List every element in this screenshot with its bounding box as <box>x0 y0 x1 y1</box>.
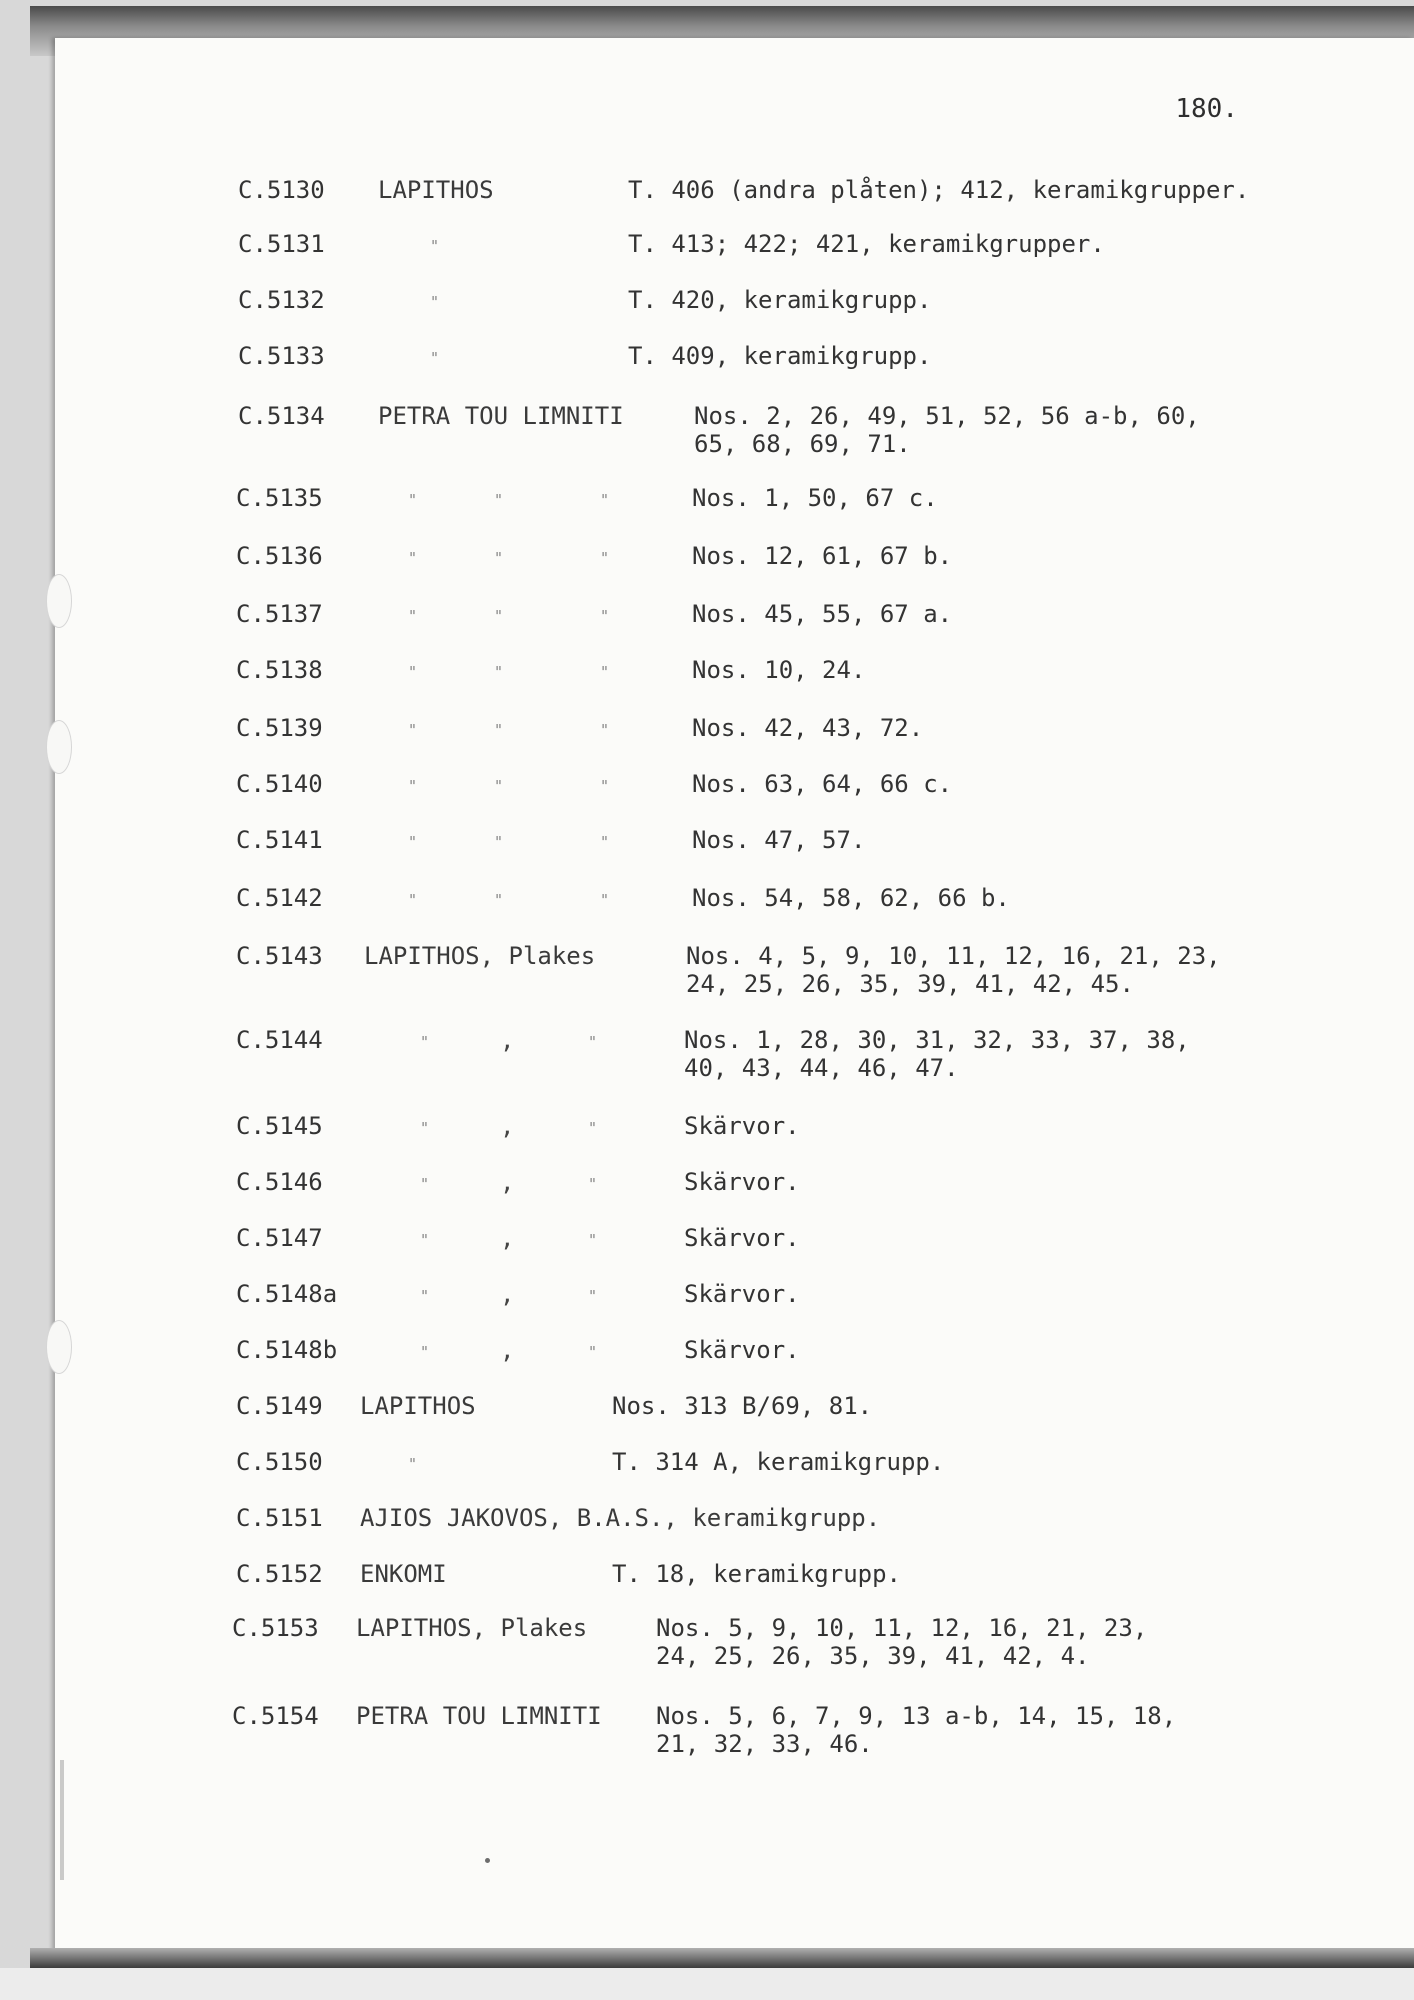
entry-description: T. 420, keramikgrupp. <box>628 286 932 314</box>
entry-description: Nos. 1, 28, 30, 31, 32, 33, 37, 38, 40, 43, 44, 46, 47. <box>684 1026 1190 1082</box>
ditto-mark: " <box>494 607 504 625</box>
entry-description: T. 409, keramikgrupp. <box>628 342 932 370</box>
catalog-number: C.5142 <box>236 884 323 912</box>
catalog-number: C.5144 <box>236 1026 323 1054</box>
entry-description: Nos. 54, 58, 62, 66 b. <box>692 884 1010 912</box>
catalog-number: C.5135 <box>236 484 323 512</box>
catalog-number: C.5148a <box>236 1280 338 1308</box>
entry-description: Skärvor. <box>684 1224 800 1252</box>
entry-description: Nos. 5, 6, 7, 9, 13 a-b, 14, 15, 18, 21, 32, 33, 46. <box>656 1702 1177 1758</box>
ditto-mark: " <box>600 721 610 739</box>
ink-dot <box>485 1858 490 1863</box>
site-name: LAPITHOS <box>378 176 494 204</box>
ditto-mark: " <box>588 1231 598 1249</box>
catalog-number: C.5147 <box>236 1224 323 1252</box>
ditto-mark: " <box>408 721 418 739</box>
entry-description: T. 314 A, keramikgrupp. <box>612 1448 945 1476</box>
catalog-number: C.5134 <box>238 402 325 430</box>
ditto-mark: " <box>408 1455 418 1473</box>
catalog-number: C.5141 <box>236 826 323 854</box>
entry-description: Nos. 45, 55, 67 a. <box>692 600 953 628</box>
catalog-number: C.5130 <box>238 176 325 204</box>
catalog-number: C.5148b <box>236 1336 338 1364</box>
catalog-number: C.5136 <box>236 542 323 570</box>
ditto-mark: " <box>494 777 504 795</box>
catalog-number: C.5149 <box>236 1392 323 1420</box>
entry-description: Skärvor. <box>684 1112 800 1140</box>
ditto-mark: " <box>494 721 504 739</box>
catalog-number: C.5143 <box>236 942 323 970</box>
site-name: PETRA TOU LIMNITI <box>356 1702 602 1730</box>
ditto-mark: " <box>600 491 610 509</box>
entry-description: Nos. 10, 24. <box>692 656 866 684</box>
entry-description: Nos. 4, 5, 9, 10, 11, 12, 16, 21, 23, 24, 25, 26, 35, 39, 41, 42, 45. <box>686 942 1221 998</box>
catalog-number: C.5154 <box>232 1702 319 1730</box>
ditto-comma: , <box>500 1336 515 1364</box>
ditto-mark: " <box>588 1287 598 1305</box>
ditto-mark: " <box>600 607 610 625</box>
site-name: LAPITHOS, Plakes <box>364 942 596 970</box>
ditto-comma: , <box>500 1280 515 1308</box>
entry-description: T. 413; 422; 421, keramikgrupper. <box>628 230 1105 258</box>
ditto-mark: " <box>494 491 504 509</box>
site-name: AJIOS JAKOVOS, B.A.S., keramikgrupp. <box>360 1504 881 1532</box>
entry-description: Nos. 5, 9, 10, 11, 12, 16, 21, 23, 24, 25, 26, 35, 39, 41, 42, 4. <box>656 1614 1148 1670</box>
catalog-number: C.5139 <box>236 714 323 742</box>
entry-description: Skärvor. <box>684 1168 800 1196</box>
ditto-mark: " <box>408 833 418 851</box>
entry-description: Nos. 313 B/69, 81. <box>612 1392 873 1420</box>
catalog-number: C.5131 <box>238 230 325 258</box>
ditto-mark: " <box>430 349 440 367</box>
ditto-mark: " <box>420 1231 430 1249</box>
catalog-number: C.5153 <box>232 1614 319 1642</box>
entry-description: T. 18, keramikgrupp. <box>612 1560 901 1588</box>
site-name: ENKOMI <box>360 1560 447 1588</box>
ditto-mark: " <box>430 293 440 311</box>
ditto-mark: " <box>600 833 610 851</box>
entry-description: Skärvor. <box>684 1336 800 1364</box>
catalog-number: C.5137 <box>236 600 323 628</box>
entry-description: Nos. 1, 50, 67 c. <box>692 484 938 512</box>
ditto-mark: " <box>408 663 418 681</box>
ditto-mark: " <box>494 549 504 567</box>
ditto-comma: , <box>500 1224 515 1252</box>
catalog-number: C.5146 <box>236 1168 323 1196</box>
entry-description: Nos. 2, 26, 49, 51, 52, 56 a-b, 60, 65, 68, 69, 71. <box>694 402 1200 458</box>
catalog-number: C.5132 <box>238 286 325 314</box>
ditto-mark: " <box>494 663 504 681</box>
entry-description: Nos. 42, 43, 72. <box>692 714 924 742</box>
ditto-comma: , <box>500 1026 515 1054</box>
ditto-mark: " <box>494 891 504 909</box>
ditto-mark: " <box>420 1287 430 1305</box>
ditto-comma: , <box>500 1168 515 1196</box>
entry-description: Skärvor. <box>684 1280 800 1308</box>
catalog-number: C.5145 <box>236 1112 323 1140</box>
ditto-mark: " <box>420 1119 430 1137</box>
entry-description: T. 406 (andra plåten); 412, keramikgrupper. <box>628 176 1250 204</box>
catalog-number: C.5133 <box>238 342 325 370</box>
ditto-mark: " <box>600 549 610 567</box>
ditto-mark: " <box>408 549 418 567</box>
ditto-mark: " <box>588 1119 598 1137</box>
site-name: LAPITHOS, Plakes <box>356 1614 588 1642</box>
entry-description: Nos. 12, 61, 67 b. <box>692 542 953 570</box>
ditto-mark: " <box>408 891 418 909</box>
catalog-number: C.5151 <box>236 1504 323 1532</box>
ditto-mark: " <box>408 777 418 795</box>
ditto-mark: " <box>420 1033 430 1051</box>
catalog-number: C.5150 <box>236 1448 323 1476</box>
ditto-mark: " <box>408 607 418 625</box>
ditto-mark: " <box>420 1343 430 1361</box>
ditto-comma: , <box>500 1112 515 1140</box>
entry-description: Nos. 63, 64, 66 c. <box>692 770 953 798</box>
ditto-mark: " <box>420 1175 430 1193</box>
catalog-number: C.5138 <box>236 656 323 684</box>
catalog-number: C.5152 <box>236 1560 323 1588</box>
ditto-mark: " <box>588 1033 598 1051</box>
ditto-mark: " <box>600 777 610 795</box>
ditto-mark: " <box>588 1175 598 1193</box>
site-name: LAPITHOS <box>360 1392 476 1420</box>
ditto-mark: " <box>600 663 610 681</box>
ditto-mark: " <box>600 891 610 909</box>
ditto-mark: " <box>494 833 504 851</box>
site-name: PETRA TOU LIMNITI <box>378 402 624 430</box>
entry-description: Nos. 47, 57. <box>692 826 866 854</box>
ditto-mark: " <box>430 237 440 255</box>
ditto-mark: " <box>408 491 418 509</box>
ditto-mark: " <box>588 1343 598 1361</box>
catalog-number: C.5140 <box>236 770 323 798</box>
page-number: 180. <box>1175 94 1238 124</box>
